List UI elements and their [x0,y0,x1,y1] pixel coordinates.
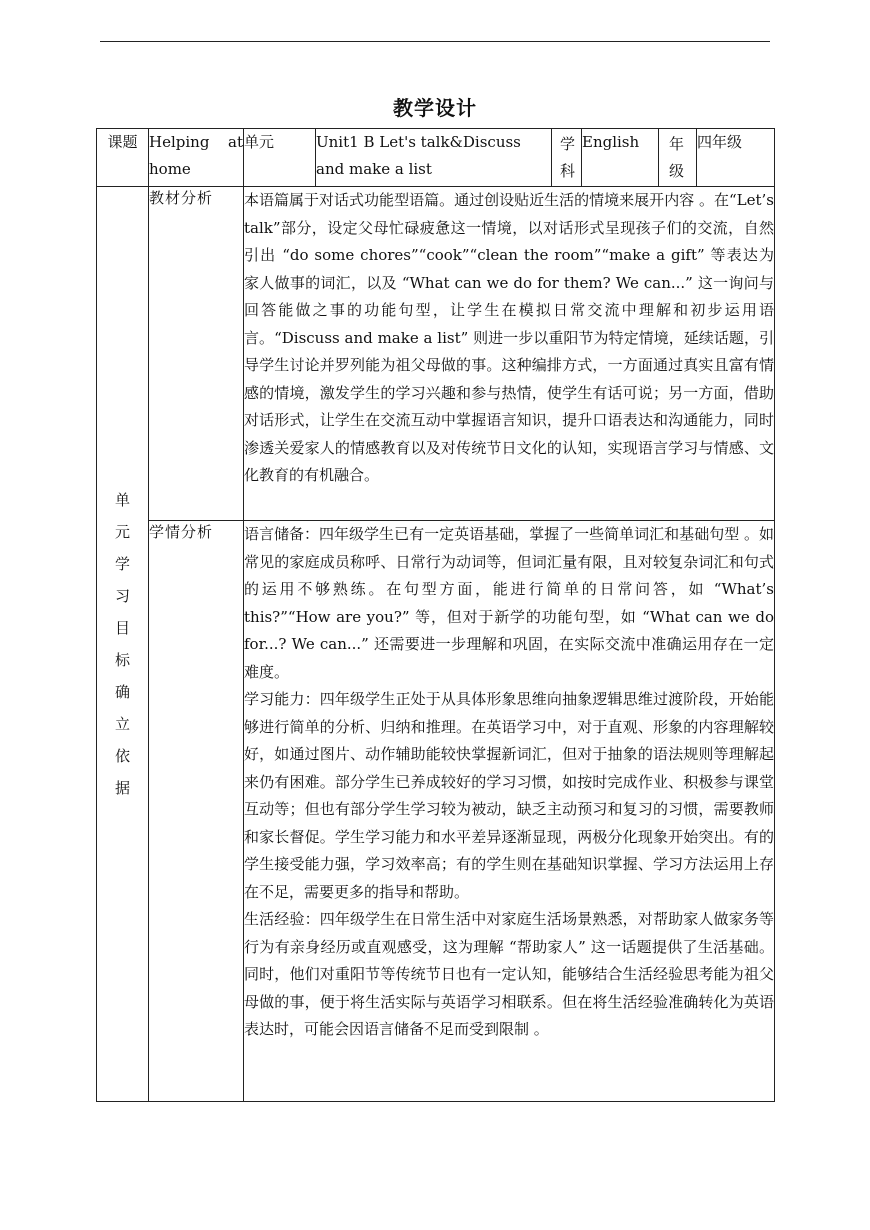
document-title: 教学设计 [393,96,477,120]
topic-label: 课题 [97,129,149,187]
grade-label: 年级 [659,129,697,187]
header-rule [100,41,770,42]
subject-value: English [582,129,659,187]
header-row [97,129,775,187]
section-side-label [97,187,149,1102]
textbook-analysis-row [97,187,775,521]
learner-analysis-row [97,521,775,1102]
unit-value: Unit1 B Let's talk&Discuss and make a list [316,129,552,187]
section-side-text: 单元学习目标确立依据 [114,491,130,797]
learner-paragraph-language: 语言储备：四年级学生已有一定英语基础，掌握了一些简单词汇和基础句型 。如常见的家庭成员称呼、日常行为动词等，但词汇量有限，且对较复杂词汇和句式的运用不够熟练。在句型方面，能进行简单的日常问答，如 “What’s this?”“How are you?” 等，但对于新学的功能句型，如 “What can we do for...? We can...” 还需要进一步理解和巩固，在实际交流中准确运用存在一定难度。 [244,525,774,681]
learner-paragraph-experience: 生活经验：四年级学生在日常生活中对家庭生活场景熟悉，对帮助家人做家务等行为有亲身经历或直观感受，这为理解 “帮助家人” 这一话题提供了生活基础。同时，他们对重阳节等传统节日也有一定认知，能够结合生活经验思考能为祖父母做的事，便于将生活实际与英语学习相联系。但在将生活经验准确转化为英语表达时，可能会因语言储备不足而受到限制 。 [244,910,774,1038]
unit-label: 单元 [244,129,316,187]
textbook-analysis-label: 教材分析 [149,187,244,521]
learner-paragraph-ability: 学习能力：四年级学生正处于从具体形象思维向抽象逻辑思维过渡阶段，开始能够进行简单的分析、归纳和推理。在英语学习中，对于直观、形象的内容理解较好，如通过图片、动作辅助能较快掌握新词汇，但对于抽象的语法规则等理解起来仍有困难。部分学生已养成较好的学习习惯，如按时完成作业、积极参与课堂互动等；但也有部分学生学习较为被动，缺乏主动预习和复习的习惯，需要教师和家长督促。学生学习能力和水平差异逐渐显现，两极分化现象开始突出。有的学生接受能力强，学习效率高；有的学生则在基础知识掌握、学习方法运用上存在不足，需要更多的指导和帮助。 [244,690,774,901]
subject-label: 学科 [552,129,582,187]
learner-analysis-label: 学情分析 [149,521,244,1102]
lesson-plan-table [96,128,775,1102]
learner-analysis-text [244,521,775,1102]
topic-value: Helping at home [149,129,244,187]
grade-value: 四年级 [697,129,775,187]
textbook-analysis-text: 本语篇属于对话式功能型语篇。通过创设贴近生活的情境来展开内容 。在“Let’s talk”部分，设定父母忙碌疲惫这一情境，以对话形式呈现孩子们的交流，自然引出 “do some chores”“cook”“clean the room”“make a gift” 等表达为家人做事的词汇，以及 “What can we do for them? We can...” 这一询问与回答能做之事的功能句型，让学生在模拟日常交流中理解和初步运用语言。“Discuss and make a list” 则进一步以重阳节为特定情境，延续话题，引导学生讨论并罗列能为祖父母做的事。这种编排方式，一方面通过真实且富有情感的情境，激发学生的学习兴趣和参与热情，使学生有话可说；另一方面，借助对话形式，让学生在交流互动中掌握语言知识，提升口语表达和沟通能力，同时渗透关爱家人的情感教育以及对传统节日文化的认知，实现语言学习与情感、文化教育的有机融合。 [244,187,775,521]
